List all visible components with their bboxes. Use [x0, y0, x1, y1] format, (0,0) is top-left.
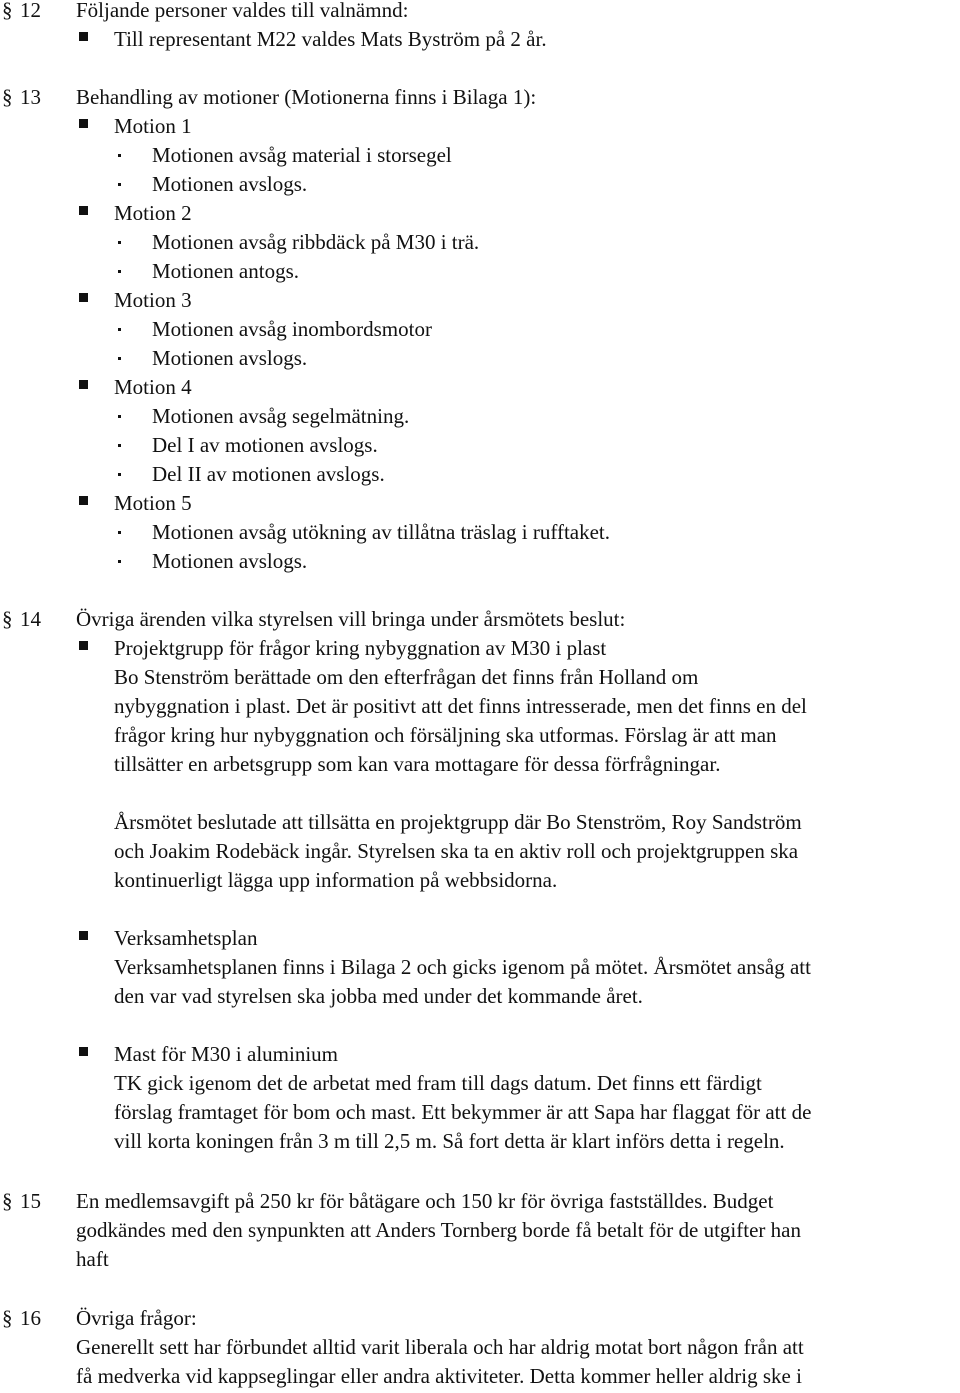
paragraph-line: nybyggnation i plast. Det är positivt att det finns intresserade, men det finns en del [114, 694, 807, 718]
motion-item: Motionen avsåg segelmätning. [152, 404, 410, 428]
paragraph-line: vill korta koningen från 3 m till 2,5 m. Så fort detta är klart införs detta i regeln. [114, 1129, 785, 1153]
motion-item: Motionen avsåg utökning av tillåtna träslag i rufftaket. [152, 520, 611, 544]
section-number: 16 [20, 1306, 41, 1330]
small-bullet-icon [118, 560, 121, 563]
square-bullet-icon [79, 206, 88, 215]
section-mark: § [2, 1189, 13, 1213]
paragraph-line: tillsätter en arbetsgrupp som kan vara mottagare för dessa förfrågningar. [114, 752, 721, 776]
section-mark: § [2, 607, 13, 631]
paragraph-line: Generellt sett har förbundet alltid varit liberala och har aldrig motat bort någon från att [76, 1335, 804, 1359]
small-bullet-icon [118, 444, 121, 447]
section-mark: § [2, 0, 13, 22]
small-bullet-icon [118, 531, 121, 534]
topic-title: Mast för M30 i aluminium [114, 1042, 338, 1066]
section-heading: Följande personer valdes till valnämnd: [76, 0, 409, 22]
topic-title: Verksamhetsplan [114, 926, 258, 950]
motion-title: Motion 5 [114, 491, 192, 515]
small-bullet-icon [118, 154, 121, 157]
topic-title: Projektgrupp för frågor kring nybyggnation av M30 i plast [114, 636, 607, 660]
square-bullet-icon [79, 293, 88, 302]
small-bullet-icon [118, 473, 121, 476]
section-heading: Övriga ärenden vilka styrelsen vill bringa under årsmötets beslut: [76, 607, 626, 631]
motion-item: Motionen avslogs. [152, 346, 308, 370]
motion-title: Motion 2 [114, 201, 192, 225]
paragraph-line: Årsmötet beslutade att tillsätta en projektgrupp där Bo Stenström, Roy Sandström [114, 810, 802, 834]
small-bullet-icon [118, 328, 121, 331]
square-bullet-icon [79, 931, 88, 940]
paragraph-line: och Joakim Rodebäck ingår. Styrelsen ska ta en aktiv roll och projektgruppen ska [114, 839, 799, 863]
motion-item: Del I av motionen avslogs. [152, 433, 378, 457]
square-bullet-icon [79, 641, 88, 650]
paragraph-line: haft [76, 1247, 109, 1271]
paragraph-line: kontinuerligt lägga upp information på webbsidorna. [114, 868, 558, 892]
paragraph-line: godkändes med den synpunkten att Anders Tornberg borde få betalt för de utgifter han [76, 1218, 801, 1242]
paragraph-line: få medverka vid kappseglingar eller andra aktiviteter. Detta kommer heller aldrig ske i [76, 1364, 802, 1388]
section-heading: Behandling av motioner (Motionerna finns i Bilaga 1): [76, 85, 537, 109]
small-bullet-icon [118, 270, 121, 273]
square-bullet-icon [79, 496, 88, 505]
paragraph-line: Verksamhetsplanen finns i Bilaga 2 och gicks igenom på mötet. Årsmötet ansåg att [114, 955, 811, 979]
paragraph-line: frågor kring hur nybyggnation och försäljning ska utformas. Förslag är att man [114, 723, 777, 747]
paragraph-line: TK gick igenom det de arbetat med fram till dags datum. Det finns ett färdigt [114, 1071, 762, 1095]
motion-title: Motion 1 [114, 114, 192, 138]
motion-item: Motionen avslogs. [152, 549, 308, 573]
section-number: 14 [20, 607, 41, 631]
section-number: 13 [20, 85, 41, 109]
motion-item: Motionen avsåg inombordsmotor [152, 317, 432, 341]
square-bullet-icon [79, 380, 88, 389]
list-item: Till representant M22 valdes Mats Byström på 2 år. [114, 27, 547, 51]
square-bullet-icon [79, 119, 88, 128]
motion-item: Motionen antogs. [152, 259, 299, 283]
paragraph-line: Bo Stenström berättade om den efterfrågan det finns från Holland om [114, 665, 699, 689]
small-bullet-icon [118, 415, 121, 418]
section-mark: § [2, 1306, 13, 1330]
motion-title: Motion 3 [114, 288, 192, 312]
square-bullet-icon [79, 32, 88, 41]
paragraph-line: En medlemsavgift på 250 kr för båtägare och 150 kr för övriga fastställdes. Budget [76, 1189, 774, 1213]
paragraph-line: förslag framtaget för bom och mast. Ett bekymmer är att Sapa har flaggat för att de [114, 1100, 812, 1124]
square-bullet-icon [79, 1047, 88, 1056]
section-mark: § [2, 85, 13, 109]
section-number: 12 [20, 0, 41, 22]
motion-item: Motionen avsåg material i storsegel [152, 143, 452, 167]
small-bullet-icon [118, 357, 121, 360]
section-number: 15 [20, 1189, 41, 1213]
paragraph-line: den var vad styrelsen ska jobba med under det kommande året. [114, 984, 643, 1008]
motion-title: Motion 4 [114, 375, 192, 399]
motion-item: Motionen avsåg ribbdäck på M30 i trä. [152, 230, 480, 254]
small-bullet-icon [118, 183, 121, 186]
motion-item: Del II av motionen avslogs. [152, 462, 385, 486]
motion-item: Motionen avslogs. [152, 172, 308, 196]
section-heading: Övriga frågor: [76, 1306, 197, 1330]
small-bullet-icon [118, 241, 121, 244]
